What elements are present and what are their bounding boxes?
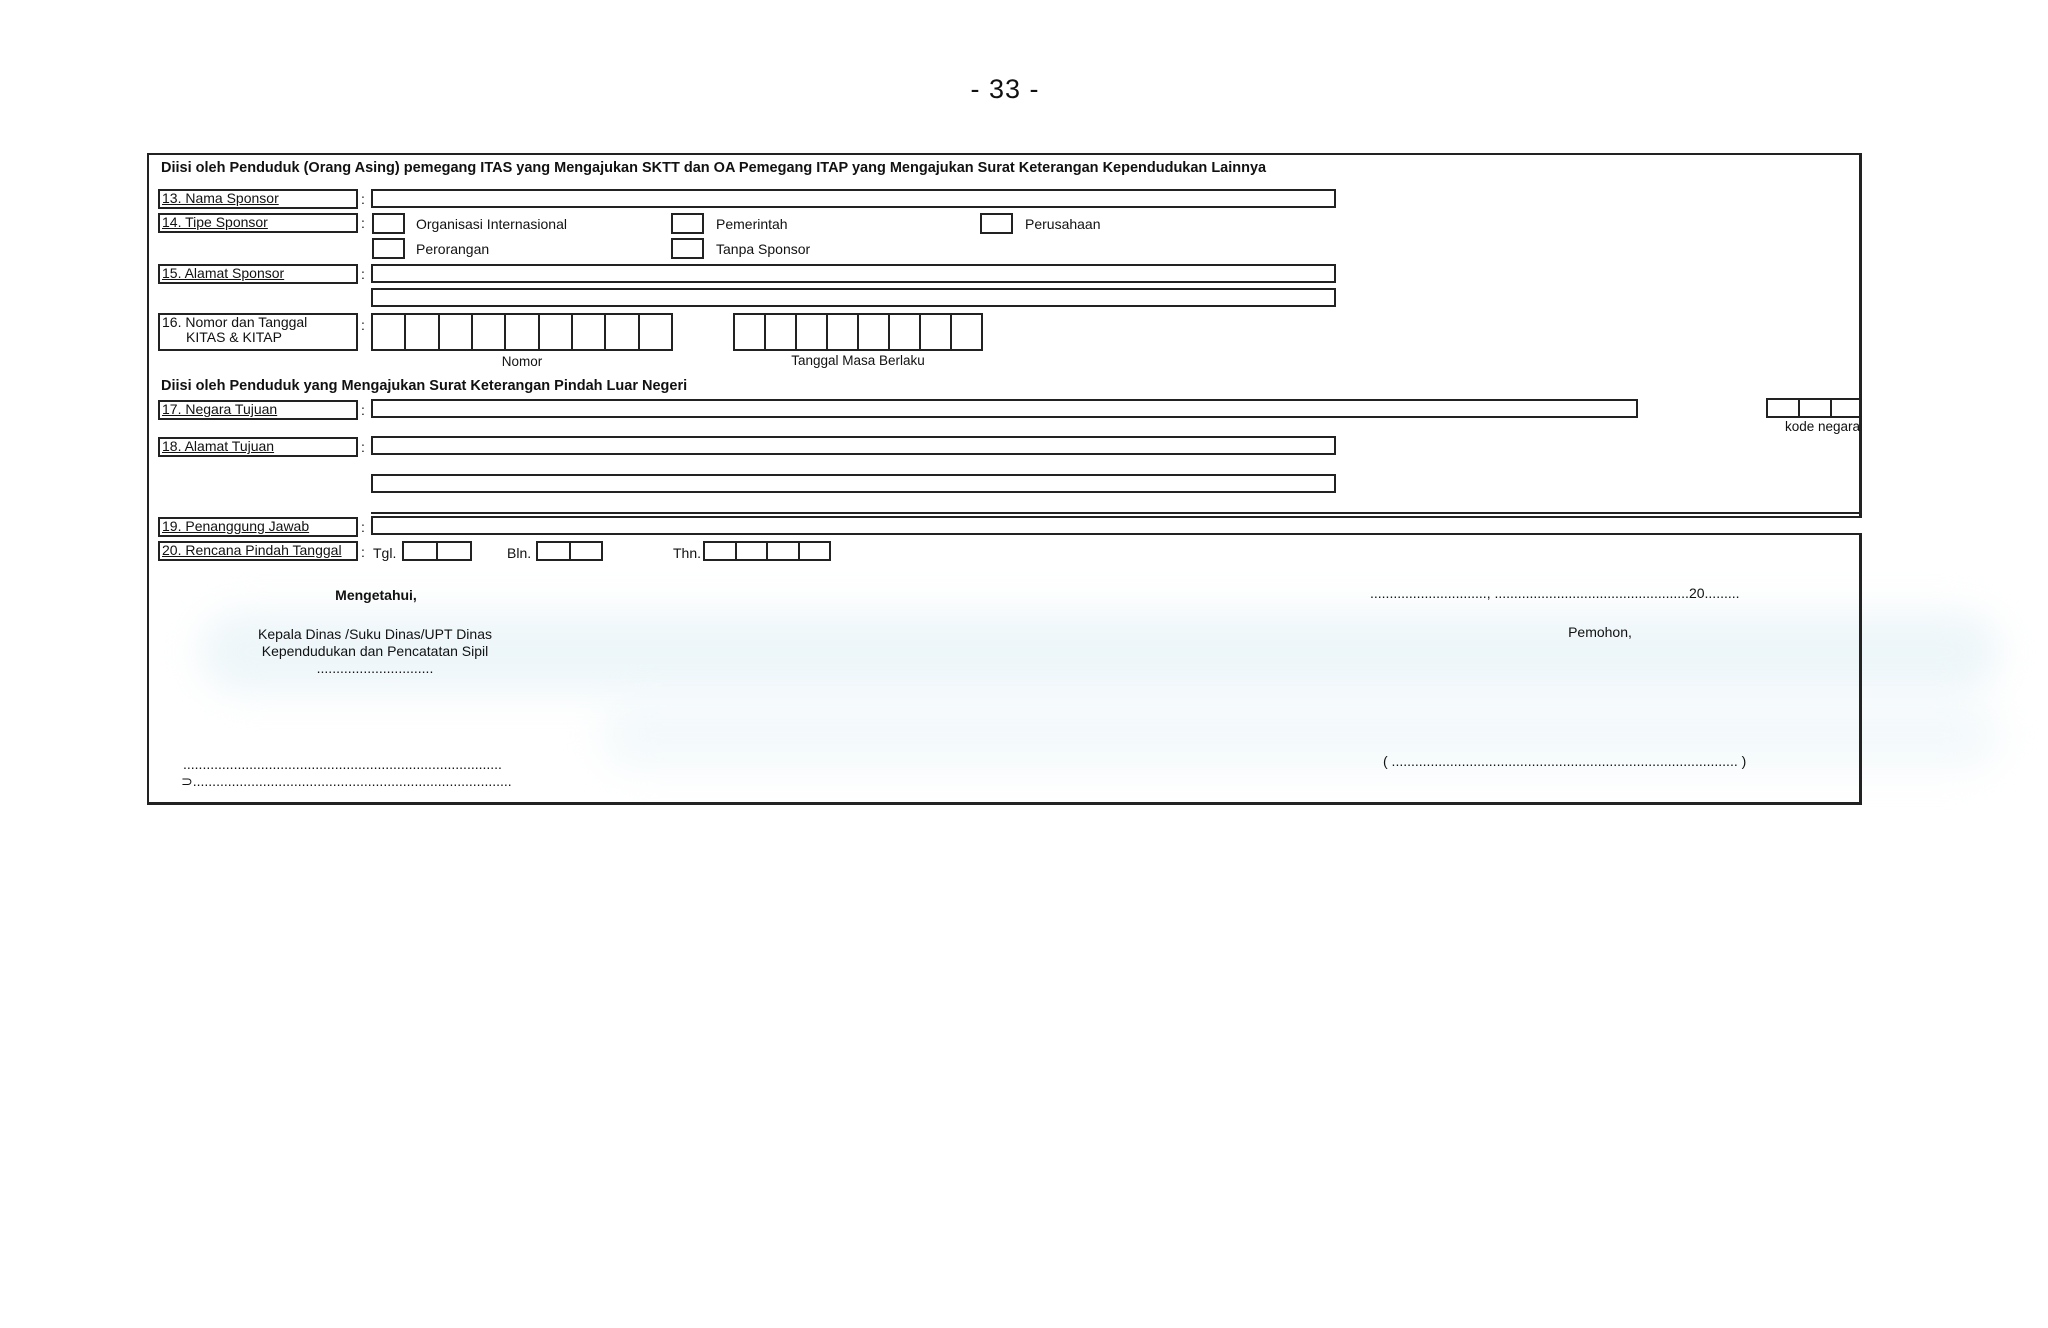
label-nomor-tanggal-kitas (158, 313, 358, 351)
colon: : (361, 439, 365, 455)
thn-cells[interactable] (703, 541, 831, 561)
colon: : (361, 215, 365, 231)
tgl-label: Tgl. (373, 545, 397, 561)
nama-sponsor-field[interactable] (371, 189, 1336, 208)
alamat-tujuan-field-1[interactable] (371, 436, 1336, 455)
pemohon-label: Pemohon, (1568, 624, 1632, 640)
colon: : (361, 266, 365, 282)
label-alamat-tujuan: 18. Alamat Tujuan (158, 437, 358, 457)
penanggung-jawab-field[interactable] (371, 516, 1862, 535)
bln-label: Bln. (507, 545, 532, 561)
divider-line (371, 512, 1862, 514)
label-rencana-pindah-tanggal: 20. Rencana Pindah Tanggal (158, 541, 358, 561)
checkbox-perorangan[interactable] (372, 238, 405, 259)
mengetahui-label: Mengetahui, (335, 587, 417, 603)
left-signature-nip-line: ⊃.................................................................................. (181, 773, 512, 789)
colon: : (361, 544, 365, 560)
kepala-dinas-line2: Kependudukan dan Pencatatan Sipil (261, 643, 489, 659)
colon: : (361, 402, 365, 418)
kode-negara-cells[interactable] (1766, 398, 1862, 418)
section-heading-sponsor: Diisi oleh Penduduk (Orang Asing) pemegang ITAS yang Mengajukan SKTT dan OA Pemegang ITAP yang Mengajukan Surat Keterangan Kependudukan Lainnya (161, 160, 1267, 176)
section-heading-pindah: Diisi oleh Penduduk yang Mengajukan Surat Keterangan Pindah Luar Negeri (161, 378, 688, 394)
caption-kode-negara: kode negara (1784, 419, 1860, 434)
place-date-line: .............................., ..................................................20......... (1370, 585, 1740, 601)
option-perorangan: Perorangan (416, 241, 490, 257)
label-nomor-tanggal-line1: 16. Nomor dan Tanggal (162, 314, 308, 330)
left-signature-line: .................................................................................. (183, 756, 502, 772)
label-alamat-sponsor: 15. Alamat Sponsor (158, 264, 358, 284)
tgl-cells[interactable] (402, 541, 472, 561)
label-negara-tujuan: 17. Negara Tujuan (158, 400, 358, 420)
checkbox-tanpa-sponsor[interactable] (671, 238, 704, 259)
option-organisasi-internasional: Organisasi Internasional (416, 216, 567, 232)
right-signature-line: ( ......................................................................................... ) (1383, 753, 1747, 769)
kepala-dinas-line1: Kepala Dinas /Suku Dinas/UPT Dinas (258, 626, 492, 642)
alamat-sponsor-field-1[interactable] (371, 264, 1336, 283)
option-pemerintah: Pemerintah (716, 216, 788, 232)
label-penanggung-jawab: 19. Penanggung Jawab (158, 517, 358, 537)
colon: : (361, 191, 365, 207)
tanggal-masa-berlaku-cells[interactable] (733, 313, 983, 351)
option-perusahaan: Perusahaan (1025, 216, 1101, 232)
nomor-kitas-cells[interactable] (371, 313, 673, 351)
option-tanpa-sponsor: Tanpa Sponsor (716, 241, 811, 257)
alamat-tujuan-field-2[interactable] (371, 474, 1336, 493)
alamat-sponsor-field-2[interactable] (371, 288, 1336, 307)
label-nomor-tanggal-line2: KITAS & KITAP (186, 329, 282, 345)
checkbox-pemerintah[interactable] (671, 213, 704, 234)
label-nama-sponsor: 13. Nama Sponsor (158, 189, 358, 209)
label-tipe-sponsor: 14. Tipe Sponsor (158, 213, 358, 233)
caption-nomor: Nomor (501, 354, 543, 369)
kepala-dinas-dots: .............................. (316, 660, 434, 676)
checkbox-perusahaan[interactable] (980, 213, 1013, 234)
caption-tanggal-masa-berlaku: Tanggal Masa Berlaku (791, 353, 925, 368)
page-number: - 33 - (970, 74, 1040, 104)
checkbox-organisasi-internasional[interactable] (372, 213, 405, 234)
bln-cells[interactable] (536, 541, 603, 561)
negara-tujuan-field[interactable] (371, 399, 1638, 418)
colon: : (361, 317, 365, 333)
colon: : (361, 519, 365, 535)
thn-label: Thn. (673, 545, 702, 561)
